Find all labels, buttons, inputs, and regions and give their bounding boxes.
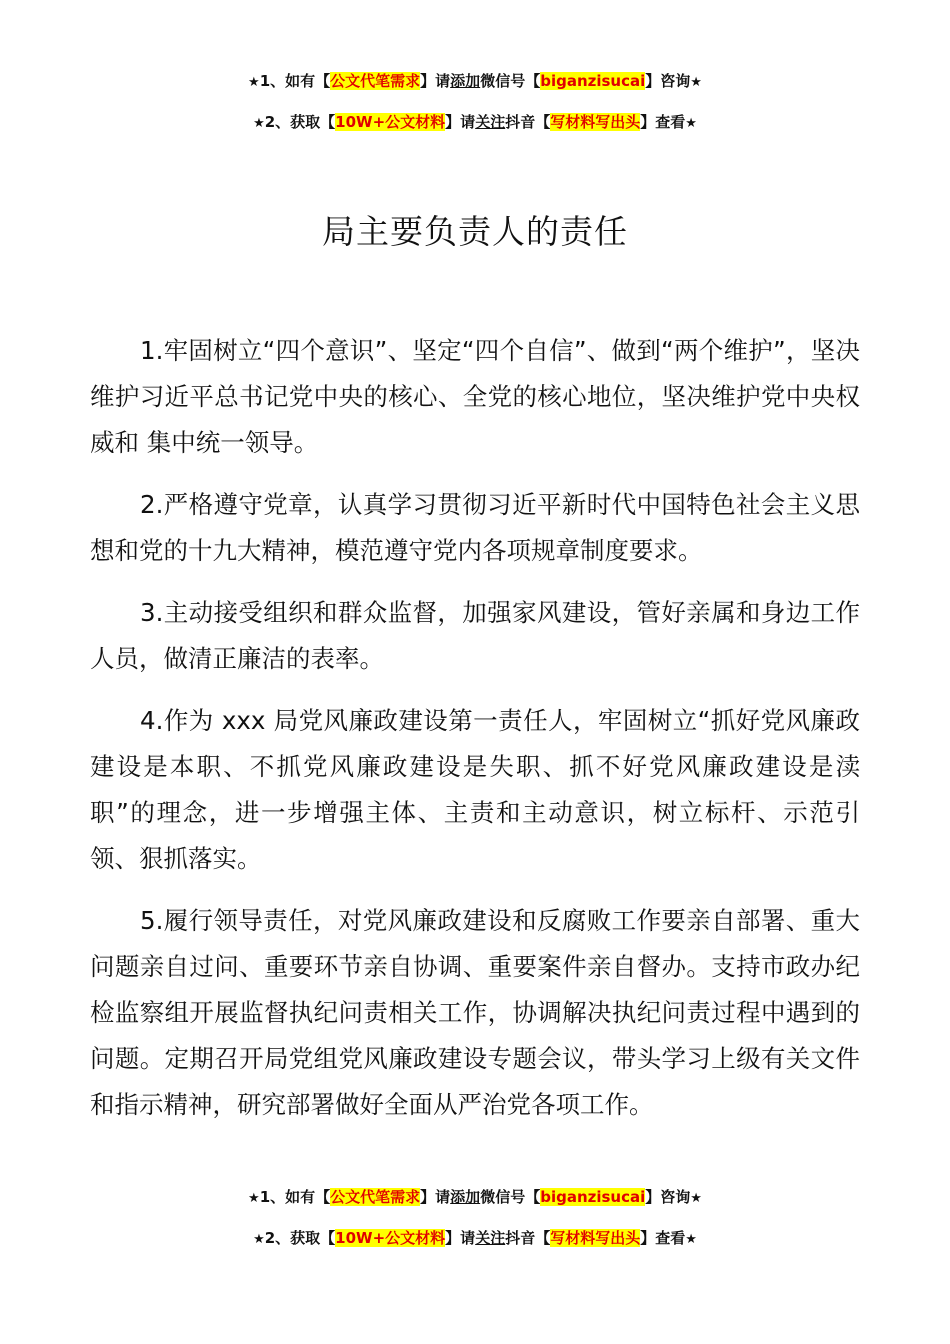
highlight-materials: 10W+公文材料 — [335, 1229, 446, 1247]
underlined-text: 添加 — [450, 1188, 481, 1206]
star-icon: ★ — [248, 75, 260, 90]
banner-text: 1、如有【 — [259, 1188, 331, 1206]
paragraph-2: 2.严格遵守党章，认真学习贯彻习近平新时代中国特色社会主义思想和党的十九大精神，模范遵守党内各项规章制度要求。 — [90, 490, 860, 565]
star-icon: ★ — [685, 1232, 697, 1247]
banner-text: 抖音【 — [505, 1229, 551, 1247]
paragraph-4: 4.作为 xxx 局党风廉政建设第一责任人，牢固树立“抓好党风廉政建设是本职、不抓党风廉政建设是失职、抓不好党风廉政建设是渎职”的理念，进一步增强主体、主责和主动意识，树立标杆、示范引领、狠抓落实。 — [90, 706, 860, 873]
underlined-text: 添加 — [450, 72, 481, 90]
highlight-wechat-id: biganzisucai — [540, 72, 646, 90]
highlight-wechat-id: biganzisucai — [540, 1188, 646, 1206]
banner-text: 】请 — [420, 1188, 451, 1206]
star-icon: ★ — [690, 75, 702, 90]
banner-text: 】请 — [445, 1229, 476, 1247]
paragraph-5: 5.履行领导责任，对党风廉政建设和反腐败工作要亲自部署、重大问题亲自过问、重要环节亲自协调、重要案件亲自督办。支持市政办纪检监察组开展监督执纪问责相关工作，协调解决执纪问责过程中遇到的问题。定期召开局党组党风廉政建设专题会议，带头学习上级有关文件和指示精神，研究部署做好全面从严治党各项工作。 — [90, 906, 860, 1119]
underlined-text: 关注 — [475, 1229, 506, 1247]
banner-text: 2、获取【 — [264, 1229, 336, 1247]
promo-banner-top-line-1 — [0, 71, 950, 93]
banner-text: 1、如有【 — [259, 72, 331, 90]
highlight-service: 公文代笔需求 — [330, 72, 421, 90]
banner-text: 抖音【 — [505, 113, 551, 131]
banner-text: 】请 — [445, 113, 476, 131]
star-icon: ★ — [690, 1191, 702, 1206]
banner-text: 】请 — [420, 72, 451, 90]
banner-text: 】查看 — [640, 113, 686, 131]
paragraph-1: 1.牢固树立“四个意识”、坚定“四个自信”、做到“两个维护”，坚决维护习近平总书记党中央的核心、全党的核心地位，坚决维护党中央权威和 集中统一领导。 — [90, 336, 860, 457]
highlight-douyin-id: 写材料写出头 — [550, 113, 641, 131]
star-icon: ★ — [248, 1191, 260, 1206]
highlight-service: 公文代笔需求 — [330, 1188, 421, 1206]
banner-text: 微信号【 — [480, 72, 541, 90]
highlight-douyin-id: 写材料写出头 — [550, 1229, 641, 1247]
banner-text: 2、获取【 — [264, 113, 336, 131]
promo-banner-bottom-line-1 — [0, 1187, 950, 1209]
paragraph-3: 3.主动接受组织和群众监督，加强家风建设，管好亲属和身边工作人员，做清正廉洁的表率。 — [90, 598, 860, 673]
star-icon: ★ — [253, 1232, 265, 1247]
promo-banner-top-line-2 — [0, 112, 950, 134]
banner-text: 微信号【 — [480, 1188, 541, 1206]
banner-text: 】查看 — [640, 1229, 686, 1247]
banner-text: 】咨询 — [645, 1188, 691, 1206]
promo-banner-bottom-line-2 — [0, 1228, 950, 1250]
star-icon: ★ — [685, 116, 697, 131]
document-body — [90, 328, 860, 1144]
underlined-text: 关注 — [475, 113, 506, 131]
document-title: 局主要负责人的责任 — [322, 212, 628, 251]
banner-text: 】咨询 — [645, 72, 691, 90]
highlight-materials: 10W+公文材料 — [335, 113, 446, 131]
star-icon: ★ — [253, 116, 265, 131]
